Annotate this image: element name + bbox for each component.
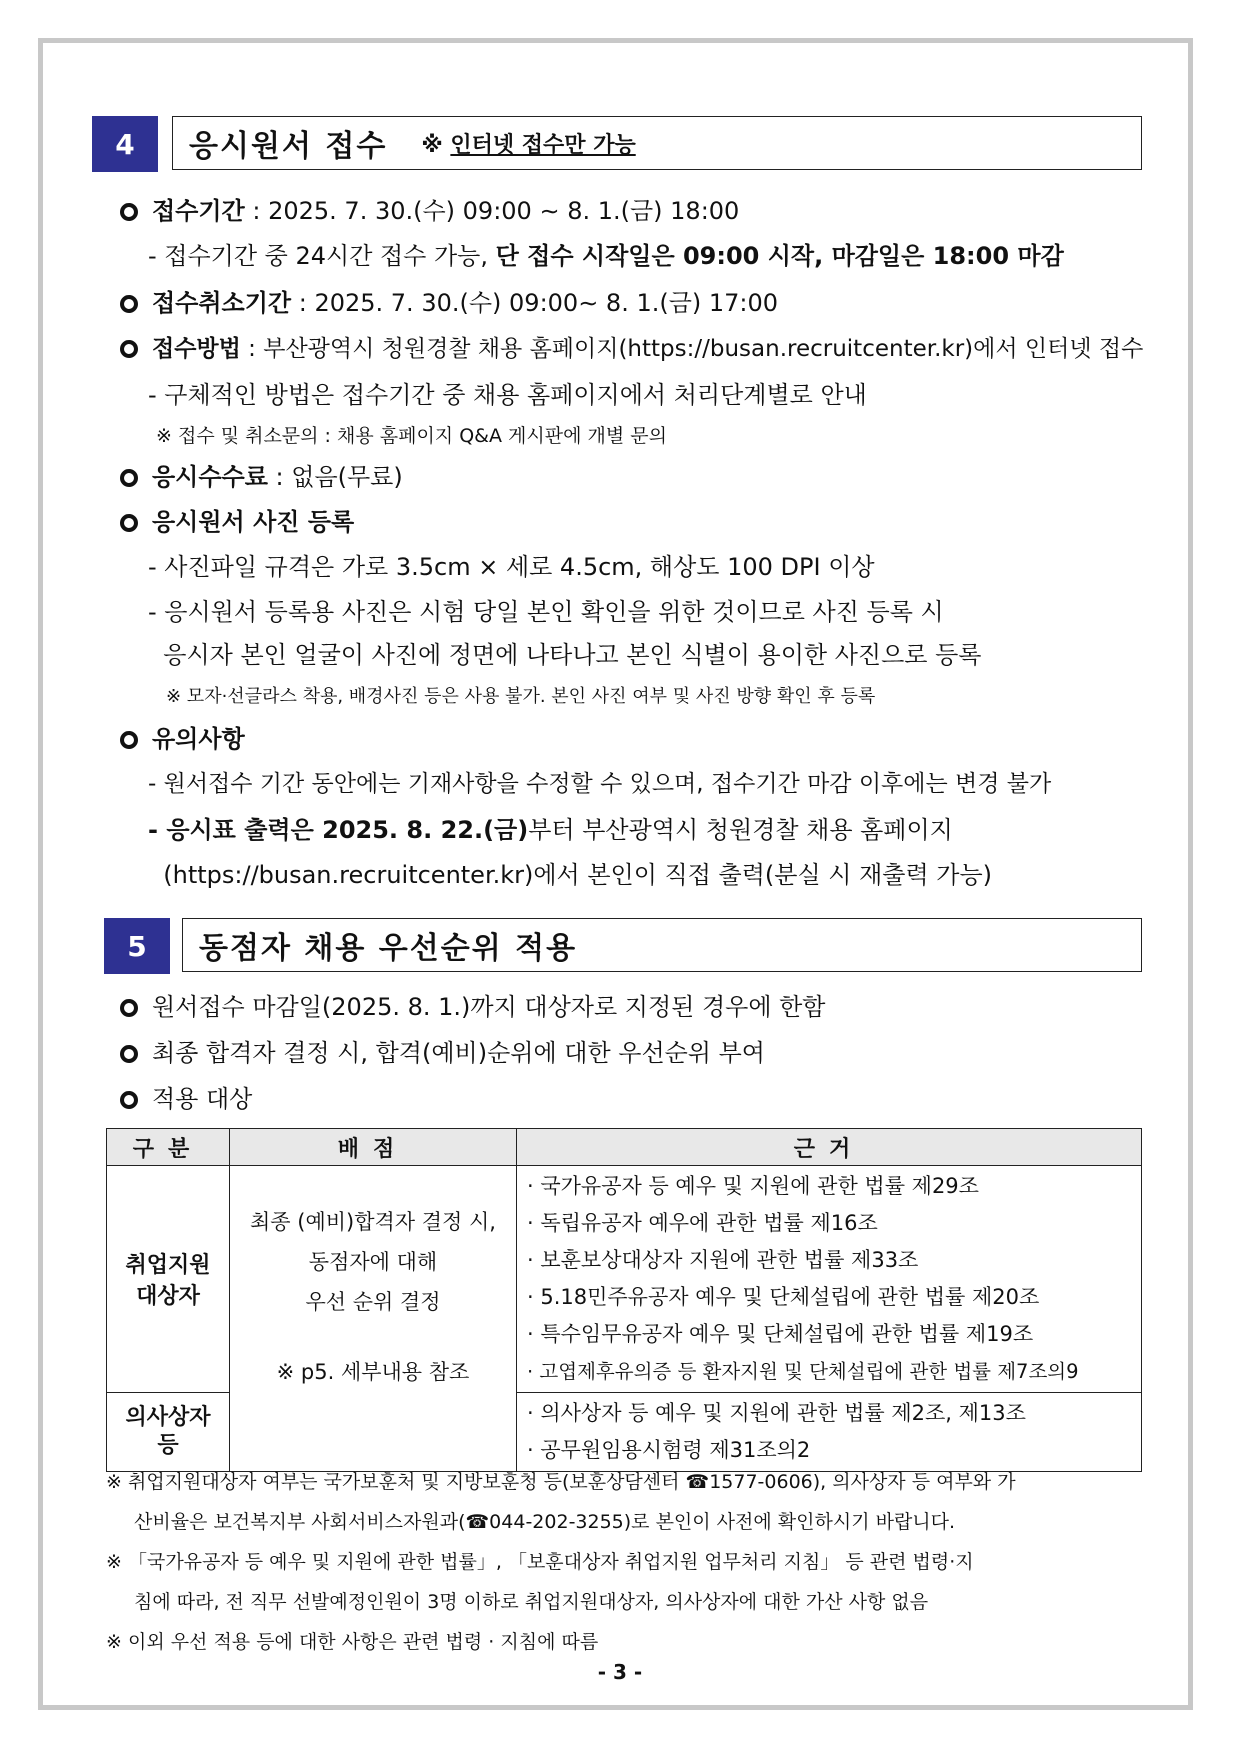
sub-apply-method: - 구체적인 방법은 접수기간 중 채용 홈페이지에서 처리단계별로 안내 <box>148 381 867 409</box>
table-header-row <box>107 1129 1142 1166</box>
table-row <box>107 1166 1142 1393</box>
bullet-icon <box>120 469 138 487</box>
section-5-title-box <box>182 918 1142 972</box>
bullet-icon <box>120 1091 138 1109</box>
header-basis: 근거 <box>517 1129 1142 1166</box>
item-cancel-period: 접수취소기간 : 2025. 7. 30.(수) 09:00∼ 8. 1.(금) 17:00 <box>120 288 778 318</box>
page-number: - 3 - <box>597 1660 643 1684</box>
section-4-note: ※ 인터넷 접수만 가능 <box>421 132 636 158</box>
category-rescuer: 의사상자 등 <box>107 1393 230 1472</box>
sub-caution-ticket: - 응시표 출력은 2025. 8. 22.(금)부터 부산광역시 청원경찰 채용 홈페이지 <box>148 816 953 844</box>
item-tie-deadline: 원서접수 마감일(2025. 8. 1.)까지 대상자로 지정된 경우에 한함 <box>120 992 826 1022</box>
bullet-icon <box>120 203 138 221</box>
item-caution: 유의사항 <box>120 724 245 754</box>
bullet-icon <box>120 340 138 358</box>
section-5-title: 동점자 채용 우선순위 적용 <box>199 931 578 966</box>
bullet-icon <box>120 514 138 532</box>
bullet-icon <box>120 999 138 1017</box>
sub-photo-size: - 사진파일 규격은 가로 3.5cm × 세로 4.5cm, 해상도 100 DPI 이상 <box>148 553 875 581</box>
section-4-title-box <box>172 116 1142 170</box>
item-apply-period: 접수기간 : 2025. 7. 30.(수) 09:00 ∼ 8. 1.(금) 18:00 <box>120 196 739 226</box>
section-5-header <box>104 918 1142 970</box>
priority-table <box>106 1128 1142 1472</box>
basis-rescuer: · 의사상자 등 예우 및 지원에 관한 법률 제2조, 제13조 · 공무원임용시험령 제31조의2 <box>517 1393 1142 1472</box>
sub-caution-edit: - 원서접수 기간 동안에는 기재사항을 수정할 수 있으며, 접수기간 마감 이후에는 변경 불가 <box>148 771 1052 797</box>
item-fee: 응시수수료 : 없음(무료) <box>120 462 403 492</box>
header-category: 구분 <box>107 1129 230 1166</box>
sub-apply-period: - 접수기간 중 24시간 접수 가능, 단 접수 시작일은 09:00 시작, 마감일은 18:00 마감 <box>148 242 1064 270</box>
sub-photo-purpose: - 응시원서 등록용 사진은 시험 당일 본인 확인을 위한 것이므로 사진 등록 시 <box>148 598 944 626</box>
points-cell: 최종 (예비)합격자 결정 시, 동점자에 대해 우선 순위 결정 ※ p5. 세부내용 참조 <box>230 1166 517 1472</box>
item-photo: 응시원서 사진 등록 <box>120 507 354 537</box>
header-points: 배점 <box>230 1129 517 1166</box>
category-employment: 취업지원 대상자 <box>107 1166 230 1393</box>
bullet-icon <box>120 731 138 749</box>
sub-caution-ticket-cont: (https://busan.recruitcenter.kr)에서 본인이 직접 출력(분실 시 재출력 가능) <box>148 861 992 889</box>
item-tie-target: 적용 대상 <box>120 1084 252 1114</box>
item-tie-priority: 최종 합격자 결정 시, 합격(예비)순위에 대한 우선순위 부여 <box>120 1038 765 1068</box>
table-notes: ※ 취업지원대상자 여부는 국가보훈처 및 지방보훈청 등(보훈상담센터 ☎1577-0606), 의사상자 등 여부와 가 산비율은 보건복지부 사회서비스자원과(☎044-202-3255)로 본인이 사전에 확인하시기 바랍니다. ※ 「국가유공자 등 예우 및 지원에 관한 법률」, 「보훈대상자 취업지원 업무처리 지침」 등 관련 법령·지 침에 따라, 전 직무 선발예정인원이 3명 이하로 취업지원대상자, 의사상자에 대한 가산 사항 없음 ※ 이외 우선 적용 등에 대한 사항은 관련 법령 · 지침에 따름 <box>106 1471 1016 1653</box>
bullet-icon <box>120 295 138 313</box>
note-photo: ※ 모자·선글라스 착용, 배경사진 등은 사용 불가. 본인 사진 여부 및 사진 방향 확인 후 등록 <box>166 686 876 707</box>
basis-employment: · 국가유공자 등 예우 및 지원에 관한 법률 제29조 · 독립유공자 예우에 관한 법률 제16조 · 보훈보상대상자 지원에 관한 법률 제33조 · 5.18민주유공자 예우 및 단체설립에 관한 법률 제20조 · 특수임무유공자 예우 및 단체설립에 관한 법률 제19조 · 고엽제후유의증 등 환자지원 및 단체설립에 관한 법률 제7조의9 <box>517 1166 1142 1393</box>
section-4-header <box>92 116 1142 168</box>
section-4-number: 4 <box>92 116 158 172</box>
bullet-icon <box>120 1045 138 1063</box>
sub-photo-purpose-cont: 응시자 본인 얼굴이 사진에 정면에 나타나고 본인 식별이 용이한 사진으로 등록 <box>148 641 982 669</box>
note-apply-inquiry: ※ 접수 및 취소문의 : 채용 홈페이지 Q&A 게시판에 개별 문의 <box>156 425 667 447</box>
item-apply-method: 접수방법 : 부산광역시 청원경찰 채용 홈페이지(https://busan.recruitcenter.kr)에서 인터넷 접수 <box>120 334 1143 364</box>
section-4-title: 응시원서 접수 <box>189 129 388 164</box>
section-5-number: 5 <box>104 918 170 974</box>
